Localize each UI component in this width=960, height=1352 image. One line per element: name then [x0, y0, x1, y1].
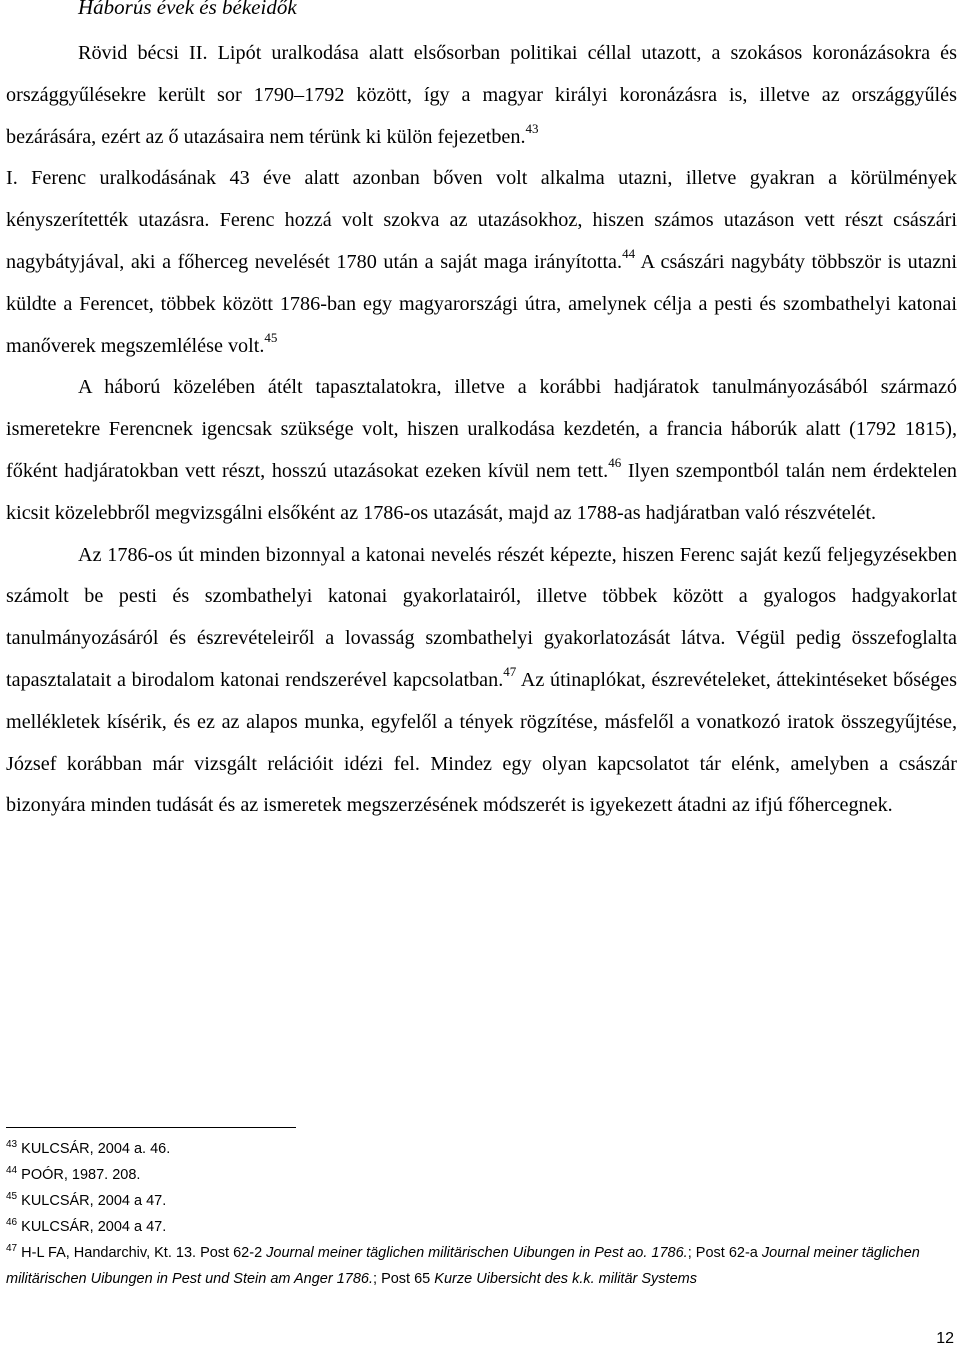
page-number: 12	[936, 1330, 954, 1347]
paragraph-text: Az útinaplókat, észrevételeket, áttekintéseket bőséges mellékletek kísérik, és ez az alapos munka, egyfelől a tények rögzítése, másfelől a vonatkozó iratok összegyűjtése, József korábban már vizsgált relációit idézi fel. Mindez egy olyan kapcsolatot tár elénk, amelyben a császár bizonyára minden tudását és az ismeretek megszerzésének módszerét is igyekezett átadni az ifjú főhercegnek.	[6, 668, 957, 817]
paragraph-2	[6, 158, 957, 367]
paragraph-text: A háború közelében átélt tapasztalatokra, illetve a korábbi hadjáratok tanulmányozásából származó ismeretekre Ferencnek igencsak szüksége volt, hiszen uralkodása kezdetén, a francia háborúk alatt (1792 1815), főként hadjáratokban vett részt, hosszú utazásokat ezeken kívül nem tett.	[6, 376, 957, 482]
footnote-ref[interactable]: 44	[622, 245, 636, 261]
paragraph-1	[6, 33, 957, 158]
footnote-text: KULCSÁR, 2004 a 47.	[21, 1193, 167, 1209]
footnote-ref[interactable]: 46	[608, 454, 622, 470]
footnote-number: 44	[6, 1165, 18, 1176]
paragraph-text: Rövid bécsi II. Lipót uralkodása alatt elsősorban politikai céllal utazott, a szokásos koronázásokra és országgyűlésekre került sor 1790–1792 között, így a magyar királyi koronázásra is, illetve az országgyűlés bezárására, ezért az ő utazásaira nem térünk ki külön fejezetben.	[6, 42, 957, 148]
footnote-title: Journal meiner täglichen militärischen Uibungen in Pest ao. 1786.	[266, 1245, 688, 1261]
footnote	[6, 1240, 957, 1292]
footnote-separator	[6, 1127, 296, 1128]
paragraph-4	[6, 535, 957, 828]
footnote-title: Kurze Uibersicht des k.k. militär Systems	[434, 1271, 697, 1287]
paragraph-text: Ilyen szempontból talán nem érdektelen kicsit közelebbről megvizsgálni elsőként az 1786-os utazását, majd az 1788-as hadjáratban való részvételét.	[6, 459, 958, 524]
footnote-text: ; Post 65	[373, 1271, 435, 1287]
footnote-text: KULCSÁR, 2004 a. 46.	[21, 1141, 171, 1157]
footnote	[6, 1136, 957, 1162]
footnote	[6, 1188, 957, 1214]
footnote	[6, 1162, 957, 1188]
section-title: Háborús évek és békeidők	[78, 0, 297, 19]
body-text	[6, 33, 957, 827]
footnote-text: POÓR, 1987. 208.	[21, 1167, 141, 1183]
footnote-ref[interactable]: 45	[264, 329, 278, 345]
paragraph-text: I. Ferenc uralkodásának 43 éve alatt azonban bőven volt alkalma utazni, illetve gyakran a körülmények kényszerítették utazásra. Ferenc hozzá volt szokva az utazásokhoz, hiszen számos utazáson vett részt császári nagybátyjával, aki a főherceg nevelését 1780 után a saját maga irányította.	[6, 167, 957, 273]
footnote-ref[interactable]: 47	[503, 663, 517, 679]
footnote-number: 43	[6, 1139, 18, 1150]
paragraph-text: A császári nagybáty többször is utazni küldte a Ferencet, többek között 1786-ban egy magyarországi útra, amelynek célja a pesti és szombathelyi katonai manőverek megszemlélése volt.	[6, 250, 957, 357]
footnote-text: KULCSÁR, 2004 a 47.	[21, 1219, 167, 1235]
footnote	[6, 1214, 957, 1240]
footnote-text: H-L FA, Handarchiv, Kt. 13. Post 62-2	[21, 1245, 267, 1261]
footnote-number: 46	[6, 1217, 18, 1228]
footnote-number: 45	[6, 1191, 18, 1202]
footnote-ref[interactable]: 43	[525, 120, 539, 136]
footnote-text: ; Post 62-a	[687, 1245, 762, 1261]
paragraph-text: Az 1786-os út minden bizonnyal a katonai nevelés részét képezte, hiszen Ferenc saját kezű feljegyzésekben számolt be pesti és szombathelyi katonai gyakorlatairól, illetve többek között a gyalogos hadgyakorlat tanulmányozásáról és észrevételeiről a lovasság szombathelyi gyakorlatozását látva. Végül pedig összefoglalta tapasztalatait a birodalom katonai rendszerével kapcsolatban.	[6, 543, 957, 691]
footnotes	[6, 1136, 957, 1292]
footnote-number: 47	[6, 1243, 18, 1254]
paragraph-3	[6, 367, 957, 534]
footnote-title: Journal meiner täglichen militärischen Uibungen in Pest und Stein am Anger 1786.	[6, 1245, 920, 1287]
